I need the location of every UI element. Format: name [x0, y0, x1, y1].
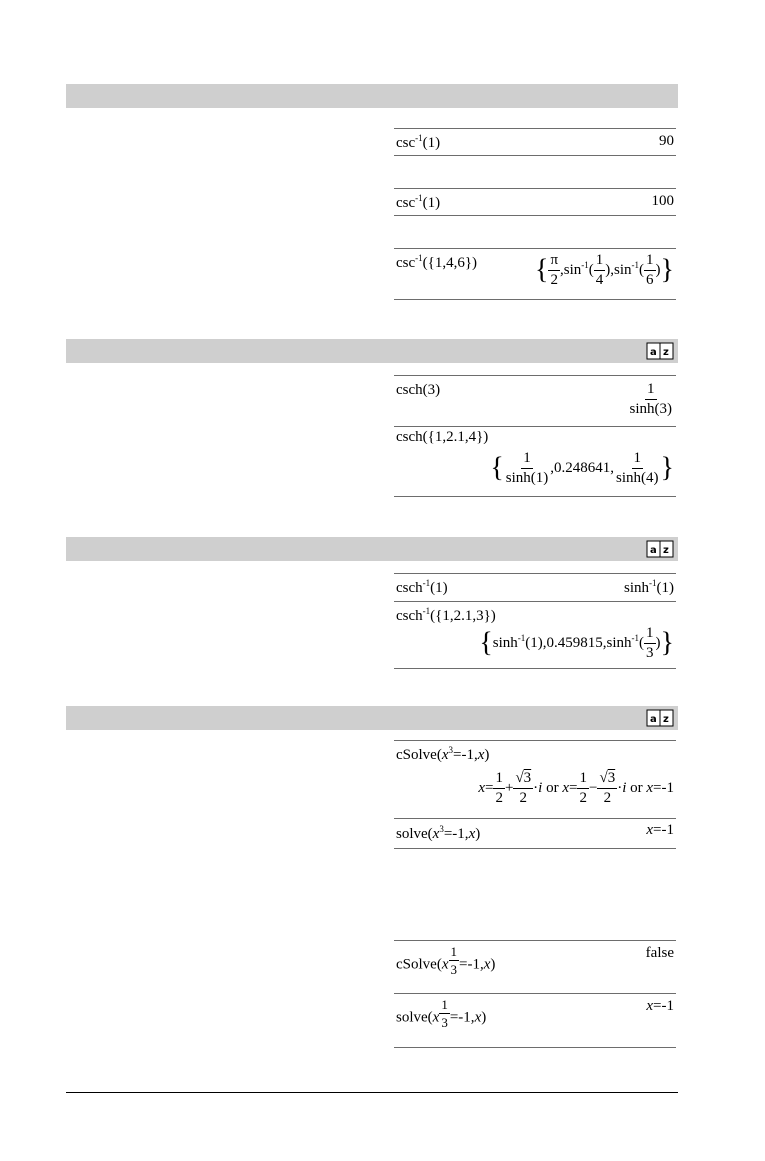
svg-text:a: a [650, 545, 657, 556]
expression: $solve(x^3=-1,x)$ [396, 824, 481, 842]
expression: solve(x $^{\frac{1}{3}}$ =-1,x) [396, 997, 487, 1030]
svg-text:a: a [650, 347, 657, 358]
result: x=-1 [646, 998, 674, 1014]
footer-rule [66, 1092, 678, 1093]
result: x= $\frac{1}{2}$ + $\frac{√3}{2}$ ·i or x= $\frac{1}{2}$ − $\frac{√3}{2}$ ·i or x=-1 [478, 770, 674, 806]
section-bar-csch [66, 339, 678, 363]
csch-examples [394, 375, 676, 497]
expression: $\csc^{-1}(1)$ [396, 193, 441, 211]
expression: $cSolve(x^3=-1,x)$ [396, 745, 490, 763]
result: 90 [659, 133, 674, 149]
csch-inverse-examples [394, 573, 676, 669]
result: 100 [651, 193, 674, 209]
result: false [645, 945, 674, 961]
catalog-book-icon [646, 341, 674, 361]
expression: $\csc^{-1}(1)$ [396, 133, 441, 151]
csolve-examples-a [394, 740, 676, 849]
result: { $\frac{\pi}{2}$ $,\sin^{-1}$( $\frac{1}{4}$ )$,\sin^{-1}$( $\frac{1}{6}$ )} [534, 252, 674, 288]
csc-inverse-example-2 [394, 188, 676, 216]
result: {$\sinh^{-1}(1),0.459815,\sinh^{-1}$( $\frac{1}{3}$ )} [479, 625, 674, 661]
csc-inverse-example-1 [394, 128, 676, 156]
section-bar-csch-inverse [66, 537, 678, 561]
expression: csch({1,2.1,4}) [396, 429, 489, 445]
expression: csch$^{-1}$(1) [396, 578, 448, 596]
catalog-book-icon [646, 708, 674, 728]
section-bar-csolve [66, 706, 678, 730]
svg-text:z: z [663, 714, 669, 725]
csolve-examples-b [394, 940, 676, 1048]
result: x=-1 [646, 822, 674, 838]
expression: csch$^{-1}$({1,2.1,3}) [396, 606, 496, 624]
result: { $\frac{1}{\sinh(1)}$ ,0.248641, $\frac{1}{\sinh(4)}$ } [490, 450, 674, 486]
expression: csch(3) [396, 382, 441, 398]
csc-inverse-example-3 [394, 248, 676, 300]
svg-text:z: z [663, 545, 669, 556]
section-bar-csc-inverse [66, 84, 678, 108]
result: $\sinh^{-1}(1)$ [623, 578, 674, 596]
svg-text:z: z [663, 347, 669, 358]
expression: cSolve(x $^{\frac{1}{3}}$ =-1,x) [396, 944, 496, 977]
catalog-book-icon [646, 539, 674, 559]
result: $\frac{1}{\sinh(3)}$ [629, 381, 672, 417]
expression: $\csc^{-1}(\{1,4,6\})$ [396, 253, 478, 271]
svg-text:a: a [650, 714, 657, 725]
